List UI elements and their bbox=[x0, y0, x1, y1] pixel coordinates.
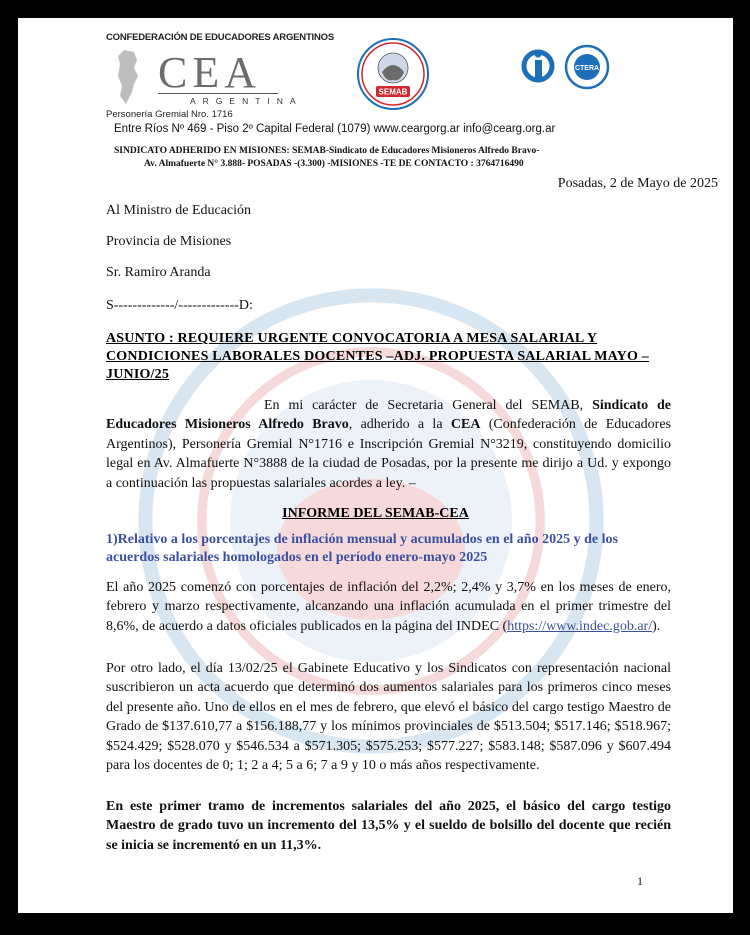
intro-text-a: En mi carácter de Secretaria General del SEMAB, bbox=[264, 398, 593, 413]
semab-logo bbox=[356, 36, 430, 112]
asunto-heading: ASUNTO : REQUIERE URGENTE CONVOCATORIA A MESA SALARIAL Y CONDICIONES LABORALES DOCENTES –ADJ. PROPUESTA SALARIAL MAYO –JUNIO/25 bbox=[106, 331, 649, 382]
inflation-text-end: ). bbox=[652, 618, 661, 634]
agreement-text: Por otro lado, el día 13/02/25 el Gabinete Educativo y los Sindicatos con representación nacional suscribieron un acta acuerdo que determinó dos aumentos salariales para los primeros cinco meses del presente año. Uno de ellos en el mes de febrero, que elevó el básico del cargo testigo Maestro de Grado de $137.610,77 a $156.188,77 y los mínimos provinciales de $513.504; $517.146; $518.967; $524.429; $528.070 y $546.534 a $571.305; $575.253; $577.227; $583.148; $587.096 y $607.494 para los docentes de 0; 1; 2 a 4; 5 a 6; 7 a 9 y 10 o más años respectivamente. bbox=[106, 661, 671, 774]
document-page bbox=[18, 18, 733, 913]
recipient-name: Sr. Ramiro Aranda bbox=[106, 265, 211, 280]
adherido-line-1: SINDICATO ADHERIDO EN MISIONES: SEMAB-Sindicato de Educadores Misioneros Alfredo Bravo- bbox=[114, 146, 540, 156]
place-date: Posadas, 2 de Mayo de 2025 bbox=[557, 176, 718, 191]
page-number: 1 bbox=[637, 874, 643, 888]
ei-logo bbox=[520, 48, 556, 84]
indec-link[interactable]: https://www.indec.gob.ar/ bbox=[507, 618, 653, 634]
summary-text: En este primer tramo de incrementos salariales del año 2025, el básico del cargo testigo Maestro de grado tuvo un incremento del 13,5% y el sueldo de bolsillo del docente que recién se inicia se incrementó en un 11,3%. bbox=[106, 799, 671, 853]
cea-logo-letters: CEA bbox=[158, 48, 261, 97]
union-name: Sindicato de Educadores Misioneros Alfredo Bravo bbox=[106, 398, 672, 433]
summary-paragraph bbox=[106, 797, 671, 855]
intro-text-e: (Confederación de Educadores Argentinos), Personería Gremial N°1716 e Inscripción Gremial N°3219, constituyendo domicilio legal en Av. Almafuerte N°3888 de la ciudad de Posadas, por la presente me dirijo a Ud. y expongo a continuación las propuestas salariales acordes a ley. – bbox=[106, 417, 671, 491]
recipient-province: Provincia de Misiones bbox=[106, 234, 232, 249]
intro-paragraph bbox=[106, 396, 671, 493]
intro-text-c: , adherido a la bbox=[348, 417, 451, 433]
country-label: ARGENTINA bbox=[190, 96, 303, 106]
section-1-title: 1)Relativo a los porcentajes de inflación mensual y acumulados en el año 2025 y de los acuerdos salariales homologados en el período enero-mayo 2025 bbox=[106, 532, 618, 565]
sd-line: S-------------/-------------D: bbox=[106, 298, 253, 313]
argentina-map-icon bbox=[104, 48, 154, 106]
ctera-label: CTERA bbox=[574, 65, 600, 72]
cea-name: CEA bbox=[450, 417, 481, 433]
semab-label: SEMAB bbox=[378, 87, 408, 97]
ctera-logo bbox=[564, 44, 610, 90]
informe-title: INFORME DEL SEMAB-CEA bbox=[282, 506, 469, 521]
inflation-paragraph bbox=[106, 578, 671, 636]
logo-divider bbox=[158, 93, 278, 94]
inflation-text: El año 2025 comenzó con porcentajes de inflación del 2,2%; 2,4% y 3,7% en los meses de enero, febrero y marzo respectivamente, alcanzando una inflación acumulada en el primer trimestre del 8,6%, de acuerdo a datos oficiales publicados en la página del INDEC ( bbox=[106, 580, 671, 634]
agreement-paragraph bbox=[106, 659, 671, 775]
address-line: Entre Ríos Nº 469 - Piso 2º Capital Federal (1079) www.ceargorg.ar info@cearg.org.ar bbox=[114, 123, 556, 135]
personeria-label: Personería Gremial Nro. 1716 bbox=[106, 109, 233, 120]
recipient-minister: Al Ministro de Educación bbox=[106, 203, 252, 218]
org-name: CONFEDERACIÓN DE EDUCADORES ARGENTINOS bbox=[106, 32, 334, 43]
adherido-line-2: Av. Almafuerte N° 3.888- POSADAS -(3.300) -MISIONES -TE DE CONTACTO : 3764716490 bbox=[144, 159, 524, 169]
